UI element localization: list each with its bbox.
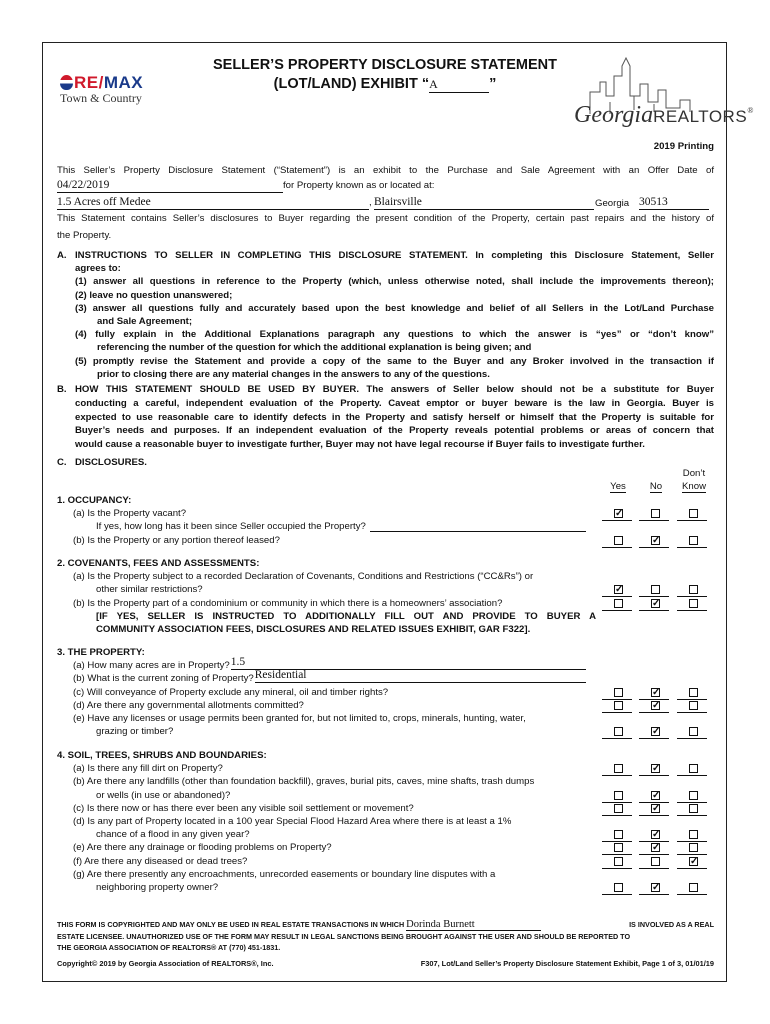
- checkbox-dk[interactable]: [689, 791, 698, 800]
- checkbox-underline: [677, 775, 707, 776]
- offer-date-field[interactable]: 04/22/2019: [57, 179, 283, 193]
- question-text: (b) Is the Property or any portion thereof leased?: [73, 534, 280, 546]
- checkbox-underline: [602, 520, 632, 521]
- checkbox-no[interactable]: ✓: [652, 802, 661, 814]
- checkbox-yes[interactable]: [614, 701, 623, 710]
- checkbox-dk[interactable]: [689, 804, 698, 813]
- question-text: (a) How many acres are in Property?: [73, 660, 230, 672]
- checkbox-underline: [602, 868, 632, 869]
- checkbox-dk[interactable]: [689, 688, 698, 697]
- checkbox-underline: [677, 596, 707, 597]
- checkbox-yes[interactable]: ✓: [615, 508, 624, 520]
- gar-reg: ®: [747, 106, 754, 115]
- checkbox-underline: [602, 712, 632, 713]
- question-text: (d) Is any part of Property located in a 100 year Special Flood Hazard Area where there is at least a 1%: [73, 816, 512, 827]
- question-text: (a) Is there any fill dirt on Property?: [73, 763, 223, 775]
- checkbox-underline: [639, 894, 669, 895]
- footer-line2: ESTATE LICENSEE. UNAUTHORIZED USE OF THE FORM MAY RESULT IN LEGAL SANCTIONS BEING BROUGHT AGAINST THE USER AND SHOULD BE REPORTED TO: [57, 932, 631, 941]
- checkbox-underline: [602, 775, 632, 776]
- checkbox-underline: [602, 547, 632, 548]
- checkbox-underline: [677, 520, 707, 521]
- checkbox-underline: [602, 854, 632, 855]
- checkbox-no[interactable]: ✓: [652, 763, 661, 775]
- section-b-heading: HOW THIS STATEMENT SHOULD BE USED BY BUYER. The answers of Seller below should not be a substitute for Buyer: [75, 384, 714, 395]
- checkbox-dk[interactable]: [689, 509, 698, 518]
- remax-max: MAX: [103, 73, 144, 92]
- question-text: (f) Are there any diseased or dead trees?: [73, 855, 248, 867]
- checkbox-yes[interactable]: [614, 536, 623, 545]
- checkbox-dk[interactable]: [689, 843, 698, 852]
- checkbox-underline: [602, 699, 632, 700]
- checkbox-yes[interactable]: [614, 843, 623, 852]
- question-text: (c) Will conveyance of Property exclude any mineral, oil and timber rights?: [73, 686, 389, 698]
- checkbox-underline: [639, 815, 669, 816]
- section-a-line: (5) promptly revise the Statement and provide a copy of the same to the Buyer and any Broker involved in the transaction if: [75, 355, 714, 367]
- remax-re: RE/: [74, 73, 104, 92]
- checkbox-underline: [602, 610, 632, 611]
- section-c-label: DISCLOSURES.: [75, 457, 147, 468]
- checkbox-underline: [602, 815, 632, 816]
- section-b-line: conducting a careful, independent evaluation of the Property. Caveat emptor or buyer beware is the law in Georgia. Buyer is: [75, 397, 714, 409]
- section-a-line: agrees to:: [75, 263, 121, 275]
- address-field[interactable]: 1.5 Acres off Medee: [57, 196, 369, 210]
- checkbox-no[interactable]: ✓: [652, 686, 661, 698]
- question-text: or wells (in use or abandoned)?: [96, 789, 231, 801]
- checkbox-underline: [677, 547, 707, 548]
- exhibit-letter-field[interactable]: A: [429, 77, 489, 93]
- checkbox-underline: [677, 738, 707, 739]
- checkbox-dk[interactable]: [689, 701, 698, 710]
- statement-line1: This Statement contains Seller’s disclosures to Buyer regarding the present condition of the Property, certain past repairs and the history of: [57, 213, 714, 224]
- question-text: grazing or timber?: [96, 726, 174, 738]
- question-text: (a) Is the Property vacant?: [73, 508, 187, 520]
- checkbox-dk[interactable]: [689, 727, 698, 736]
- checkbox-yes[interactable]: ✓: [615, 584, 624, 596]
- checkbox-underline: [602, 596, 632, 597]
- checkbox-no[interactable]: [651, 509, 660, 518]
- checkbox-underline: [602, 802, 632, 803]
- balloon-icon: [60, 75, 73, 90]
- checkbox-yes[interactable]: [614, 791, 623, 800]
- footer-line1-prefix: THIS FORM IS COPYRIGHTED AND MAY ONLY BE USED IN REAL ESTATE TRANSACTIONS IN WHICH: [57, 920, 405, 929]
- checkbox-dk[interactable]: [689, 585, 698, 594]
- checkbox-dk[interactable]: [689, 536, 698, 545]
- georgia-realtors-logo: [570, 52, 754, 142]
- question-text: (e) Are there any drainage or flooding problems on Property?: [73, 842, 332, 854]
- footer-notice: [57, 919, 714, 953]
- section-c-letter: C.: [57, 457, 67, 468]
- checkbox-underline: [639, 520, 669, 521]
- section-title: 3. THE PROPERTY:: [57, 647, 145, 658]
- question-text: (b) Is the Property part of a condominium or community in which there is a homeowners’ association?: [73, 597, 503, 609]
- title-line2: [170, 76, 600, 93]
- checkbox-dk[interactable]: [689, 883, 698, 892]
- checkbox-underline: [602, 841, 632, 842]
- section-a-heading: INSTRUCTIONS TO SELLER IN COMPLETING THIS DISCLOSURE STATEMENT. In completing this Disclosure Statement, Seller: [75, 250, 714, 261]
- checkbox-no[interactable]: ✓: [652, 726, 661, 738]
- checkbox-no[interactable]: [651, 585, 660, 594]
- checkbox-yes[interactable]: [614, 883, 623, 892]
- checkbox-underline: [677, 802, 707, 803]
- remax-logo: [60, 73, 155, 106]
- checkbox-no[interactable]: ✓: [652, 534, 661, 546]
- checkbox-yes[interactable]: [614, 830, 623, 839]
- section-a-letter: A.: [57, 250, 67, 261]
- section-title: 4. SOIL, TREES, SHRUBS AND BOUNDARIES:: [57, 750, 267, 761]
- section-a-line: (2) leave no question unanswered;: [75, 289, 233, 301]
- question-text: If yes, how long has it been since Seller occupied the Property?: [96, 521, 366, 533]
- intro-line2-suffix: for Property known as or located at:: [283, 180, 435, 191]
- checkbox-underline: [639, 775, 669, 776]
- checkbox-underline: [639, 854, 669, 855]
- checkbox-no[interactable]: ✓: [652, 597, 661, 609]
- answer-value-field[interactable]: 1.5: [231, 656, 586, 670]
- state-label: Georgia: [595, 198, 630, 209]
- checkbox-no[interactable]: ✓: [652, 829, 661, 841]
- title-suffix: ”: [489, 76, 497, 92]
- intro-line1: This Seller’s Property Disclosure Statement (“Statement”) is an exhibit to the Purchase and Sale Agreement with an Offer Date of: [57, 165, 714, 176]
- checkbox-yes[interactable]: [614, 727, 623, 736]
- checkbox-underline: [602, 894, 632, 895]
- footer-line3: THE GEORGIA ASSOCIATION OF REALTORS® AT (770) 451-1831.: [57, 943, 281, 952]
- checkbox-no[interactable]: ✓: [652, 699, 661, 711]
- checkbox-underline: [639, 712, 669, 713]
- question-text: [IF YES, SELLER IS INSTRUCTED TO ADDITIONALLY FILL OUT AND PROVIDE TO BUYER A: [96, 610, 596, 622]
- checkbox-underline: [677, 699, 707, 700]
- question-text: chance of a flood in any given year?: [96, 829, 250, 841]
- zip-field[interactable]: 30513: [639, 196, 709, 210]
- intro-line2: [57, 179, 457, 194]
- checkbox-yes[interactable]: [614, 688, 623, 697]
- checkbox-underline: [602, 738, 632, 739]
- licensee-field[interactable]: Dorinda Burnett: [406, 919, 541, 931]
- checkbox-underline: [677, 868, 707, 869]
- question-text: COMMUNITY ASSOCIATION FEES, DISCLOSURES AND RELATED ISSUES EXHIBIT, GAR F322].: [96, 624, 531, 635]
- checkbox-dk[interactable]: [689, 830, 698, 839]
- checkbox-no[interactable]: [651, 857, 660, 866]
- section-a-line: prior to closing there are any material changes in the answers to any of the questions.: [97, 368, 490, 380]
- city-field[interactable]: Blairsville: [374, 196, 594, 210]
- section-a-line: (4) fully explain in the Additional Explanations paragraph any questions to which the answer is “yes” or “don’t know”: [75, 329, 714, 341]
- checkbox-underline: [677, 815, 707, 816]
- printing-year: 2019 Printing: [653, 141, 714, 152]
- statement-line2: the Property.: [57, 230, 112, 241]
- question-text: (c) Is there now or has there ever been any visible soil settlement or movement?: [73, 802, 414, 814]
- checkbox-underline: [677, 712, 707, 713]
- checkbox-dk[interactable]: [689, 599, 698, 608]
- question-text: (b) What is the current zoning of Property?: [73, 673, 254, 685]
- no-header: No: [649, 481, 663, 492]
- question-text: neighboring property owner?: [96, 882, 219, 893]
- address-line: 1.5 Acres off Medee , Blairsville Georgia 30513: [57, 196, 714, 211]
- question-text: (a) Is the Property subject to a recorded Declaration of Covenants, Conditions and Restrictions (“CC&Rs”) or: [73, 571, 534, 583]
- section-b-line: Buyer’s needs and purposes. If an independent evaluation of the Property reveals potential problems or areas of concern that: [75, 425, 714, 437]
- section-a-line: (3) answer all questions fully and accurately based upon the best knowledge and belief of all Sellers in the Lot/Land Purchase: [75, 302, 714, 314]
- section-b-line: would cause a reasonable buyer to investigate further, Buyer may not have legal recourse if Buyer fails to investigate further.: [75, 439, 645, 451]
- section-b-letter: B.: [57, 384, 67, 395]
- question-text: (d) Are there any governmental allotments committed?: [73, 699, 304, 711]
- checkbox-underline: [677, 610, 707, 611]
- section-a-line: (1) answer all questions in reference to the Property (which, unless otherwise noted, shall include the improvements thereon);: [75, 276, 714, 288]
- section-b-line: expected to use reasonable care to identify defects in the Property and satisfy herself or himself that the Property is suitable for: [75, 411, 714, 423]
- checkbox-underline: [639, 610, 669, 611]
- checkbox-dk[interactable]: [689, 764, 698, 773]
- form-id: F307, Lot/Land Seller’s Property Disclosure Statement Exhibit, Page 1 of 3, 01/01/19: [420, 959, 714, 968]
- checkbox-no[interactable]: ✓: [652, 882, 661, 893]
- checkbox-underline: [677, 841, 707, 842]
- dont-know-header-top: Don’t: [682, 468, 706, 479]
- checkbox-yes[interactable]: [614, 804, 623, 813]
- checkbox-dk[interactable]: ✓: [690, 855, 699, 867]
- title-prefix: (LOT/LAND) EXHIBIT “: [273, 76, 430, 92]
- vacancy-duration-field[interactable]: [370, 521, 586, 532]
- checkbox-no[interactable]: ✓: [652, 789, 661, 801]
- title-line1: SELLER’S PROPERTY DISCLOSURE STATEMENT: [212, 57, 557, 73]
- footer-line1-suffix: IS INVOLVED AS A REAL: [629, 920, 714, 929]
- copyright: Copyright© 2019 by Georgia Association of REALTORS®, Inc.: [57, 959, 274, 968]
- question-text: (g) Are there presently any encroachments, unrecorded easements or boundary line disputes with a: [73, 868, 496, 880]
- question-text: (b) Are there any landfills (other than foundation backfill), graves, burial pits, caves, mine shafts, trash dumps: [73, 776, 535, 788]
- question-text: other similar restrictions?: [96, 584, 203, 596]
- remax-subtitle: Town & Country: [60, 91, 142, 105]
- checkbox-no[interactable]: ✓: [652, 842, 661, 854]
- question-text: (e) Have any licenses or usage permits been granted for, but not limited to, crops, minerals, hunting, water,: [73, 713, 526, 724]
- gar-realtors: REALTORS: [653, 107, 748, 126]
- checkbox-underline: [639, 547, 669, 548]
- section-a-line: referencing the number of the question for which the additional explanation is being given; and: [97, 342, 532, 354]
- gar-script: Georgia: [574, 102, 654, 128]
- section-title: 2. COVENANTS, FEES AND ASSESSMENTS:: [57, 558, 260, 569]
- checkbox-underline: [677, 894, 707, 895]
- checkbox-underline: [639, 868, 669, 869]
- checkbox-yes[interactable]: [614, 599, 623, 608]
- checkbox-yes[interactable]: [614, 857, 623, 866]
- section-a-line: and Sale Agreement;: [97, 316, 193, 327]
- answer-value-field[interactable]: Residential: [255, 669, 586, 683]
- dont-know-header-bottom: Know: [682, 481, 706, 492]
- checkbox-underline: [639, 738, 669, 739]
- checkbox-yes[interactable]: [614, 764, 623, 773]
- section-title: 1. OCCUPANCY:: [57, 495, 132, 506]
- yes-header: Yes: [610, 481, 626, 492]
